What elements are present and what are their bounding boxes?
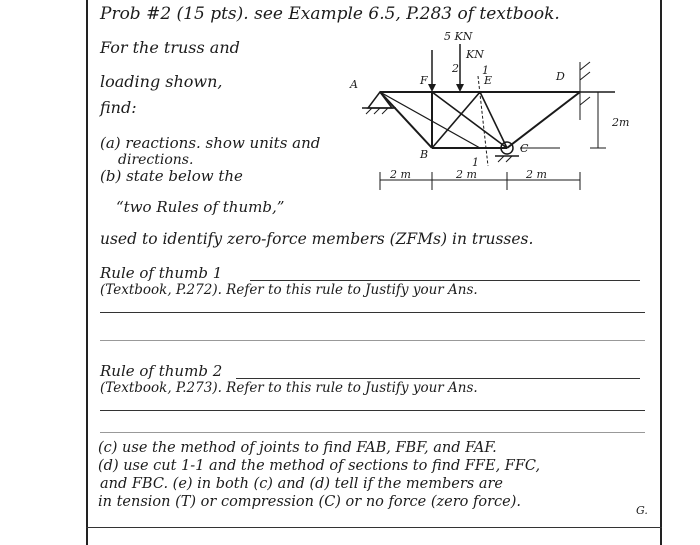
node-c-label: C: [520, 142, 529, 155]
member-af: [380, 92, 480, 148]
part-a: (a) reactions. show units and: [100, 134, 321, 152]
member-ab: [380, 92, 432, 148]
wall-hatch-2: [580, 72, 590, 80]
part-e: in tension (T) or compression (C) or no force (zero force).: [98, 494, 521, 510]
cut-label-top: 1: [482, 64, 489, 77]
load-arrow-e-head: [456, 84, 464, 92]
part-a-continued: directions.: [118, 152, 194, 168]
intro-line-2: loading shown,: [100, 72, 223, 91]
problem-title: Prob #2 (15 pts). see Example 6.5, P.283 of textbook.: [100, 4, 560, 24]
wall-hatch-3: [580, 97, 590, 105]
corner-mark: G.: [636, 504, 648, 517]
rule2-answer-line-3: [100, 432, 645, 433]
rule1-answer-line-2: [100, 312, 645, 313]
span-label-2: 2 m: [456, 168, 477, 181]
ground-hatch-c2: [506, 156, 512, 162]
rule2-answer-line-2: [100, 410, 645, 411]
rule2-answer-line-1: [236, 378, 640, 379]
load-5kn-label: 5 KN: [444, 30, 473, 43]
rule1-answer-line-1: [250, 280, 640, 281]
load-kn-label: KN: [466, 48, 484, 61]
rule2-title: Rule of thumb 2: [100, 362, 223, 380]
load-2-label: 2: [452, 62, 459, 75]
part-b: (b) state below the: [100, 167, 243, 185]
quote-line: “two Rules of thumb,”: [116, 198, 285, 216]
ground-hatch-c1: [498, 156, 504, 162]
node-b-label: B: [420, 148, 429, 161]
ground-hatch-a3: [382, 108, 388, 114]
cut-label-bottom: 1: [472, 156, 479, 169]
part-c: (c) use the method of joints to find FAB, FBF, and FAF.: [98, 440, 497, 456]
load-arrow-f-head: [428, 84, 436, 92]
intro-line-3: find:: [100, 98, 137, 117]
ground-hatch-a1: [366, 108, 372, 114]
member-fc: [432, 92, 507, 148]
rule1-text: (Textbook, P.272). Refer to this rule to Justify your Ans.: [100, 282, 478, 298]
rule1-answer-line-3: [100, 340, 645, 341]
member-cd: [507, 92, 580, 148]
rule2-text: (Textbook, P.273). Refer to this rule to Justify your Ans.: [100, 380, 478, 396]
part-d-continued: and FBC. (e) in both (c) and (d) tell if the members are: [100, 476, 503, 492]
node-d-label: D: [556, 70, 565, 83]
bottom-border-line: [86, 527, 662, 528]
span-label-3: 2 m: [526, 168, 547, 181]
cut-line-1-1: [478, 76, 488, 166]
node-f-label: F: [420, 74, 428, 87]
member-ec: [480, 92, 507, 148]
member-bf-diag: [432, 92, 480, 148]
wall-hatch-1: [580, 62, 590, 70]
node-e-label: E: [484, 74, 493, 87]
ground-hatch-a2: [374, 108, 380, 114]
height-label: 2m: [612, 116, 630, 129]
intro-line-1: For the truss and: [100, 38, 240, 57]
span-label-1: 2 m: [390, 168, 411, 181]
part-d: (d) use cut 1-1 and the method of sections to find FFE, FFC,: [98, 458, 541, 474]
rule1-title: Rule of thumb 1: [100, 264, 223, 282]
node-a-label: A: [350, 78, 358, 91]
used-line: used to identify zero-force members (ZFMs) in trusses.: [100, 230, 534, 248]
